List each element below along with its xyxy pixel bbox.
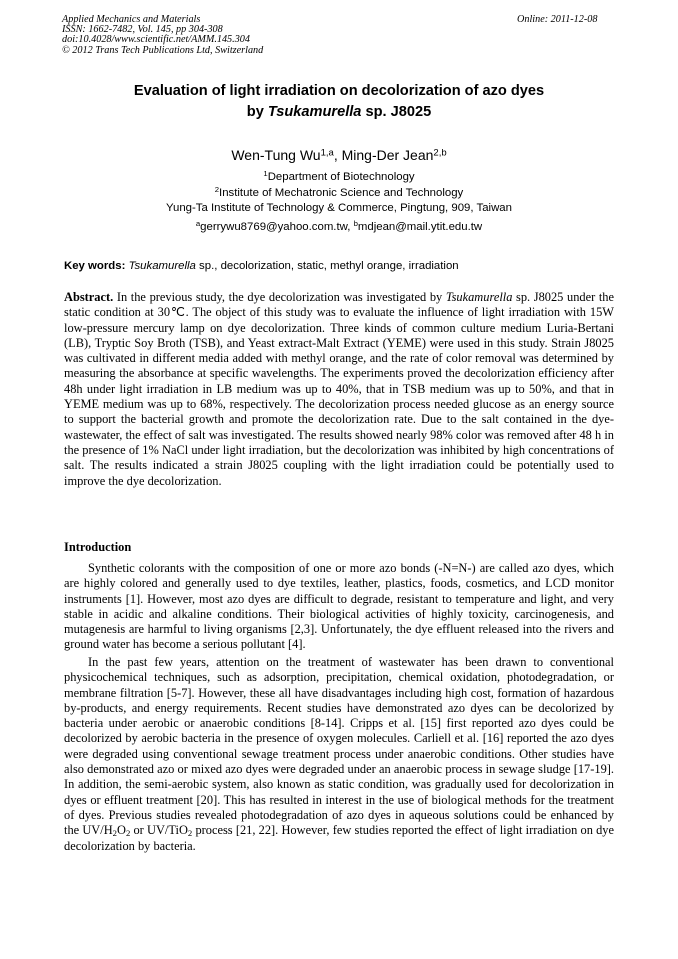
affiliation-1-text: Department of Biotechnology bbox=[267, 171, 415, 183]
title-line-1: Evaluation of light irradiation on decolorization of azo dyes bbox=[133, 83, 545, 99]
keywords-species: Tsukamurella bbox=[128, 260, 196, 272]
author-2-affil: 2,b bbox=[433, 147, 447, 159]
affiliation-1 bbox=[40, 170, 638, 186]
intro-p2-text-a: In the past few years, attention on the treatment of wastewater has been drawn to conventional physicochemical techniques, such as adsorption, precipitation, chemical oxidation, photodegradation, or membrane filtration [5-7]. However, these all have disadvantages including high cost, formation of hazardous by-products, and energy requirements. Recent studies have demonstrated azo dyes can be decolorized by bacteria under aerobic or anaerobic conditions [8-14]. Cripps et al. [15] first reported azo dyes could be decolorized by aerobic bacteria in the presence of oxygen molecules. Carliell et al. [16] reported the azo dyes were degraded using conventional sewage treatment process under anaerobic conditions. Other studies have also demonstrated azo or mixed azo dyes were degraded under an anaerobic process in sewage sludge [17-19]. In addition, the semi-aerobic system, also known as static condition, was gradually used for decolorization in dyes or effluent treatment [20]. This has resulted in interest in the use of biological methods for the treatment of dyes. Previous studies revealed photodegradation of azo dyes in aqueous solutions could be enhanced by the UV/H bbox=[64, 655, 614, 838]
email-b[interactable]: mdjean@mail.ytit.edu.tw bbox=[357, 221, 483, 233]
intro-p2-text-c: or UV/TiO bbox=[130, 823, 188, 838]
email-a[interactable]: gerrywu8769@yahoo.com.tw, bbox=[200, 221, 354, 233]
author-separator: , bbox=[333, 147, 342, 163]
abstract-label: Abstract. bbox=[64, 290, 114, 304]
affiliation-3: Yung-Ta Institute of Technology & Commerce, Pingtung, 909, Taiwan bbox=[166, 202, 512, 215]
abstract bbox=[64, 290, 614, 489]
h2o2-subscript-1: 2 bbox=[112, 828, 117, 839]
keywords-list: sp., decolorization, static, methyl orange, irradiation bbox=[195, 260, 459, 272]
email-b-marker: b bbox=[353, 219, 358, 229]
online-date: Online: 2011-12-08 bbox=[517, 14, 598, 25]
journal-doi: doi:10.4028/www.scientific.net/AMM.145.304 bbox=[62, 34, 250, 46]
abstract-text-2: sp. J8025 under the static condition at 30℃. The object of this study was to evaluate the influence of light irradiation with 15W low-pressure mercury lamp on dye decolorization. Three kinds of common culture medium Luria-Bertani (LB), Tryptic Soy Broth (TSB), and Yeast extract-Malt Extract (YEME) were used in this study. Strain J8025 was cultivated in different media added with methyl orange, and the rate of color removal was determined by measuring the absorbance at specific wavelengths. The experiments proved the decolorization efficiency after 48h under light irradiation in LB medium was up to 40%, that in TSB medium was up to 50%, and that in YEME medium was up to 68%, respectively. The decolorization process needed glucose as an energy source to support the bacterial growth and promote the decolorization rate. Due to the salt contained in the dye-wastewater, the effect of salt was investigated. The results showed nearly 98% color was removed after 48 h in the presence of 1% NaCl under light irradiation, but the decolorization was inhibited by high concentrations of salt. The results indicated a strain J8025 coupling with the light irradiation could be potentially used to improve the dye decolorization. bbox=[64, 290, 614, 488]
introduction-heading: Introduction bbox=[64, 540, 132, 554]
affiliation-2 bbox=[40, 186, 638, 202]
keywords bbox=[64, 259, 624, 273]
title-species: Tsukamurella bbox=[267, 103, 362, 120]
intro-p2-text-d: process [21, 22]. However, few studies reported the effect of light irradiation on dye decolorization by bacteria. bbox=[64, 823, 614, 853]
title-by: by bbox=[246, 103, 268, 120]
keywords-label: Key words: bbox=[64, 260, 129, 272]
affiliations bbox=[40, 170, 638, 217]
intro-paragraph-2 bbox=[64, 655, 614, 854]
journal-issn: ISSN: 1662-7482, Vol. 145, pp 304-308 bbox=[62, 24, 223, 36]
journal-header bbox=[62, 15, 263, 56]
author-emails bbox=[40, 220, 638, 234]
journal-name: Applied Mechanics and Materials bbox=[62, 14, 201, 25]
author-1-affil: 1,a bbox=[320, 147, 334, 159]
h2o2-subscript-2: 2 bbox=[125, 828, 131, 839]
abstract-text-1: In the previous study, the dye decolorization was investigated by bbox=[113, 290, 446, 304]
journal-copyright: © 2012 Trans Tech Publications Ltd, Switzerland bbox=[62, 44, 264, 56]
paper-title bbox=[40, 81, 638, 122]
author-1: Wen-Tung Wu bbox=[231, 147, 321, 163]
tio2-subscript: 2 bbox=[187, 828, 193, 839]
author-2: Ming-Der Jean bbox=[341, 147, 434, 163]
affiliation-1-marker: 1 bbox=[263, 169, 268, 179]
intro-paragraph-1: Synthetic colorants with the composition of one or more azo bonds (-N=N-) are called azo dyes, which are highly colored and generally used to dye textiles, leather, plastics, foods, cosmetics, and LCD monitor instruments [1]. However, most azo dyes are difficult to degrade, resistant to temperature and light, and very stable in acidic and alkaline conditions. Their biological activities of highly toxicity, carcinogenesis, and mutagenesis are harmful to living organisms [2,3]. Unfortunately, the dye effluent released into the rivers and ground water has become a serious pollutant [4]. bbox=[64, 561, 614, 652]
title-strain: sp. J8025 bbox=[361, 103, 432, 120]
abstract-species: Tsukamurella bbox=[445, 290, 513, 304]
intro-p2-text-b: O bbox=[116, 823, 126, 838]
title-line-2 bbox=[40, 102, 638, 123]
email-a-marker: a bbox=[195, 219, 201, 229]
affiliation-2-text: Institute of Mechatronic Science and Technology bbox=[219, 186, 464, 199]
affiliation-2-marker: 2 bbox=[214, 184, 220, 194]
author-list bbox=[40, 146, 638, 164]
